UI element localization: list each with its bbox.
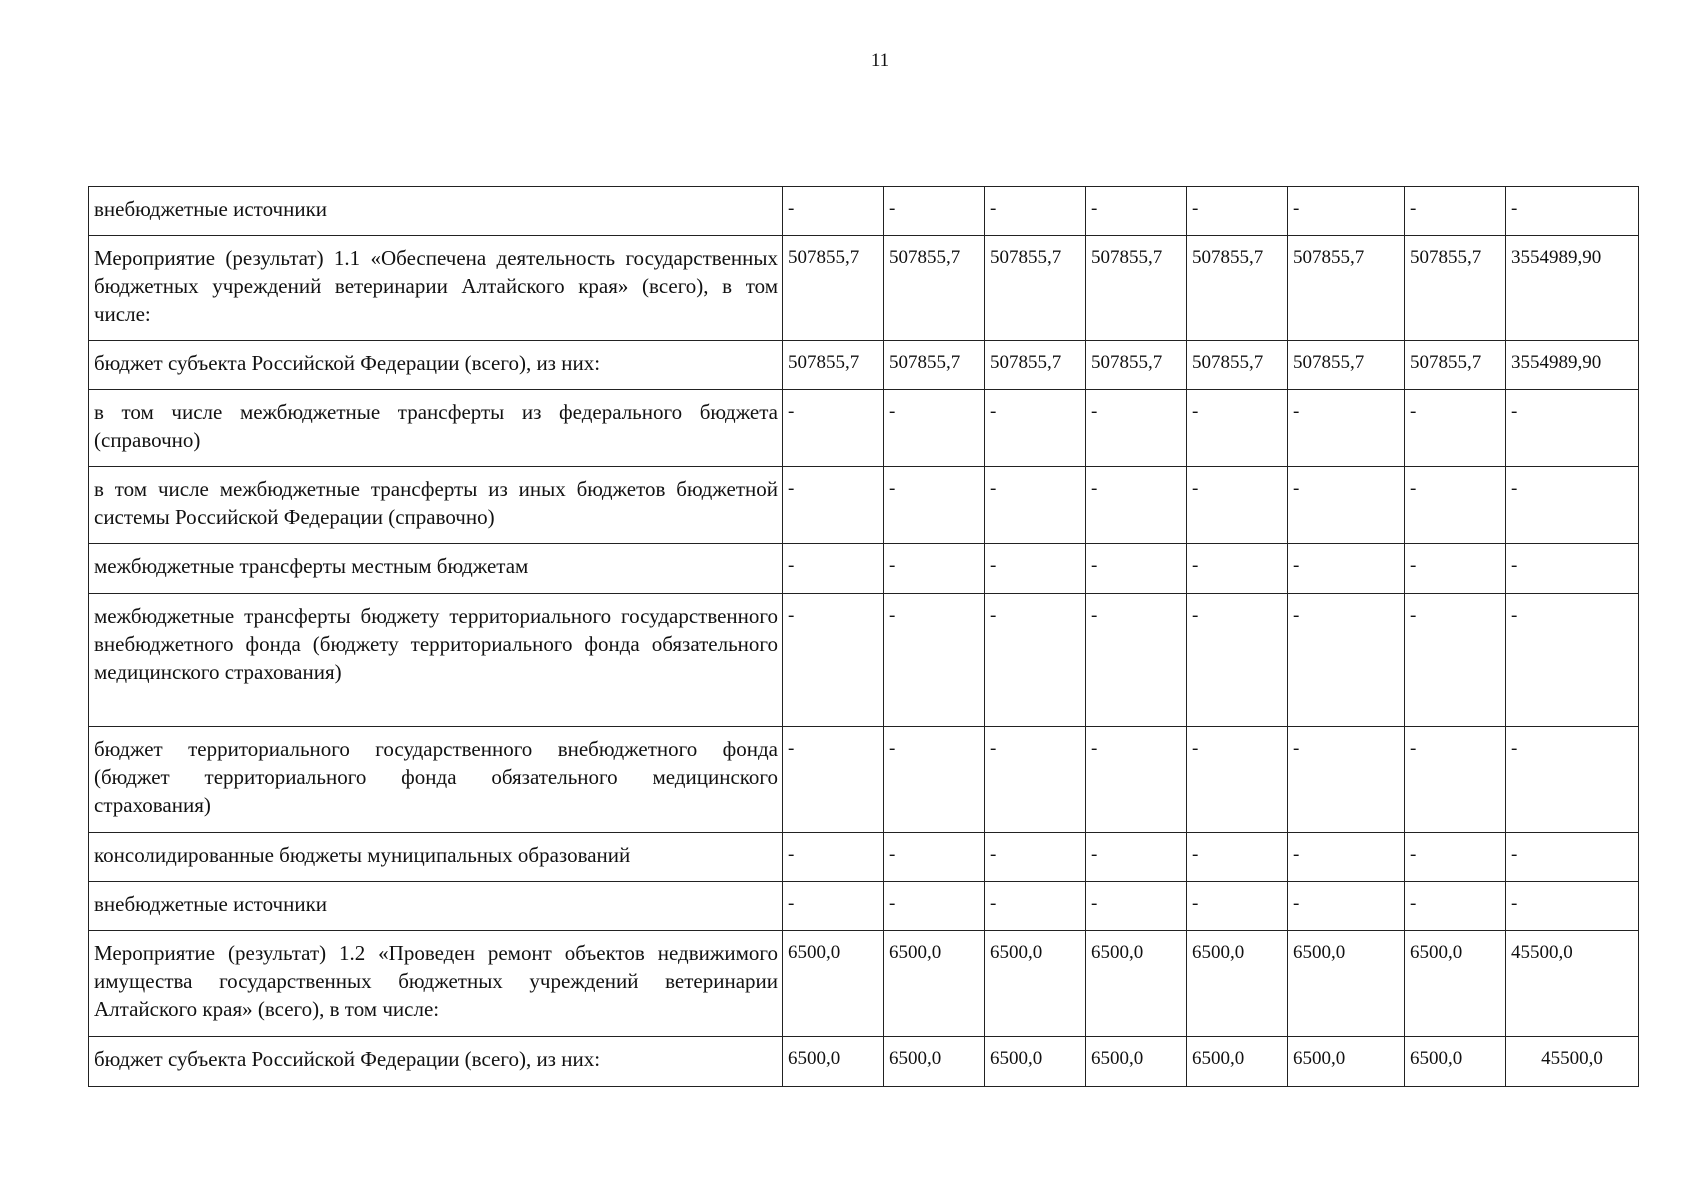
row-label: бюджет субъекта Российской Федерации (всего), из них: — [89, 1037, 783, 1087]
row-label: в том числе межбюджетные трансферты из федерального бюджета (справочно) — [89, 390, 783, 467]
value-cell: 6500,0 — [985, 931, 1086, 1037]
value-cell: - — [1506, 594, 1639, 727]
value-cell: - — [1506, 467, 1639, 544]
value-cell: - — [1506, 187, 1639, 236]
value-cell: - — [1405, 544, 1506, 594]
value-cell: - — [1506, 727, 1639, 833]
value-cell: - — [884, 594, 985, 727]
value-cell: - — [1405, 390, 1506, 467]
value-cell: 6500,0 — [783, 1037, 884, 1087]
value-cell: - — [884, 390, 985, 467]
value-cell: - — [1405, 833, 1506, 882]
page-number: 11 — [870, 50, 890, 71]
value-cell: 507855,7 — [985, 236, 1086, 341]
value-cell: - — [1187, 727, 1288, 833]
value-cell: - — [1187, 187, 1288, 236]
value-cell: - — [1405, 882, 1506, 931]
value-cell: 507855,7 — [985, 341, 1086, 390]
value-cell: - — [1086, 390, 1187, 467]
table-row — [89, 727, 1639, 833]
value-cell: 6500,0 — [783, 931, 884, 1037]
value-cell: - — [1086, 727, 1187, 833]
value-cell: - — [1405, 187, 1506, 236]
value-cell: 507855,7 — [884, 341, 985, 390]
value-cell: - — [1187, 390, 1288, 467]
value-cell: - — [985, 467, 1086, 544]
value-cell: 507855,7 — [783, 236, 884, 341]
value-cell: - — [1288, 187, 1405, 236]
value-cell: - — [884, 833, 985, 882]
table-row — [89, 341, 1639, 390]
value-cell: - — [1506, 833, 1639, 882]
row-label: Мероприятие (результат) 1.1 «Обеспечена деятельность государственных бюджетных учреждений ветеринарии Алтайского края» (всего), в том числе: — [89, 236, 783, 341]
table-row — [89, 931, 1639, 1037]
value-cell: - — [1405, 467, 1506, 544]
value-cell: 507855,7 — [783, 341, 884, 390]
value-cell: - — [985, 390, 1086, 467]
value-cell: - — [1086, 187, 1187, 236]
table-row — [89, 467, 1639, 544]
value-cell: 507855,7 — [884, 236, 985, 341]
value-cell: 3554989,90 — [1506, 236, 1639, 341]
table-body — [89, 187, 1639, 1087]
value-cell: 6500,0 — [1187, 1037, 1288, 1087]
value-cell: - — [783, 467, 884, 544]
value-cell: - — [1288, 727, 1405, 833]
row-label: межбюджетные трансферты местным бюджетам — [89, 544, 783, 594]
value-cell: - — [884, 544, 985, 594]
value-cell: 507855,7 — [1405, 236, 1506, 341]
value-cell: - — [1506, 390, 1639, 467]
value-cell: - — [884, 727, 985, 833]
value-cell: 3554989,90 — [1506, 341, 1639, 390]
value-cell: - — [1086, 594, 1187, 727]
row-label: бюджет территориального государственного внебюджетного фонда (бюджет территориального фонда обязательного медицинского страхования) — [89, 727, 783, 833]
table-row — [89, 544, 1639, 594]
table-row — [89, 882, 1639, 931]
value-cell: - — [1086, 882, 1187, 931]
row-label: внебюджетные источники — [89, 187, 783, 236]
value-cell: - — [1288, 594, 1405, 727]
value-cell: 507855,7 — [1405, 341, 1506, 390]
value-cell: - — [985, 833, 1086, 882]
row-label: внебюджетные источники — [89, 882, 783, 931]
value-cell: - — [985, 544, 1086, 594]
value-cell: - — [1086, 544, 1187, 594]
value-cell: 45500,0 — [1506, 931, 1639, 1037]
value-cell: - — [1288, 833, 1405, 882]
value-cell: - — [985, 187, 1086, 236]
value-cell: - — [1288, 390, 1405, 467]
row-label: Мероприятие (результат) 1.2 «Проведен ремонт объектов недвижимого имущества государственных бюджетных учреждений ветеринарии Алтайского края» (всего), в том числе: — [89, 931, 783, 1037]
row-label: межбюджетные трансферты бюджету территориального государственного внебюджетного фонда (бюджету территориального фонда обязательного медицинского страхования) — [89, 594, 783, 727]
value-cell: - — [985, 882, 1086, 931]
value-cell: - — [783, 544, 884, 594]
value-cell: 6500,0 — [884, 931, 985, 1037]
table-row — [89, 1037, 1639, 1087]
value-cell: - — [1288, 544, 1405, 594]
value-cell: - — [1405, 727, 1506, 833]
table-row — [89, 236, 1639, 341]
value-cell: - — [1288, 467, 1405, 544]
row-label: в том числе межбюджетные трансферты из иных бюджетов бюджетной системы Российской Федерации (справочно) — [89, 467, 783, 544]
value-cell: - — [985, 594, 1086, 727]
value-cell: 6500,0 — [1288, 931, 1405, 1037]
value-cell: 507855,7 — [1288, 341, 1405, 390]
value-cell: - — [1506, 882, 1639, 931]
table-row — [89, 594, 1639, 727]
value-cell: - — [1086, 833, 1187, 882]
value-cell: - — [783, 833, 884, 882]
row-label: консолидированные бюджеты муниципальных образований — [89, 833, 783, 882]
value-cell: - — [1187, 544, 1288, 594]
value-cell: - — [1405, 594, 1506, 727]
value-cell: 507855,7 — [1187, 341, 1288, 390]
value-cell: - — [884, 882, 985, 931]
value-cell: - — [1187, 882, 1288, 931]
value-cell: 6500,0 — [1405, 931, 1506, 1037]
value-cell: 507855,7 — [1086, 236, 1187, 341]
value-cell: 45500,0 — [1506, 1037, 1639, 1087]
value-cell: 507855,7 — [1187, 236, 1288, 341]
budget-table — [88, 186, 1639, 1087]
value-cell: 6500,0 — [1187, 931, 1288, 1037]
value-cell: 507855,7 — [1086, 341, 1187, 390]
value-cell: - — [783, 187, 884, 236]
value-cell: - — [1086, 467, 1187, 544]
value-cell: - — [1506, 544, 1639, 594]
value-cell: 6500,0 — [1288, 1037, 1405, 1087]
value-cell: - — [783, 390, 884, 467]
value-cell: - — [783, 882, 884, 931]
value-cell: 6500,0 — [884, 1037, 985, 1087]
value-cell: - — [985, 727, 1086, 833]
value-cell: 6500,0 — [985, 1037, 1086, 1087]
value-cell: - — [1187, 467, 1288, 544]
value-cell: 6500,0 — [1405, 1037, 1506, 1087]
value-cell: - — [884, 187, 985, 236]
value-cell: - — [884, 467, 985, 544]
table-row — [89, 833, 1639, 882]
value-cell: - — [1187, 594, 1288, 727]
row-label: бюджет субъекта Российской Федерации (всего), из них: — [89, 341, 783, 390]
value-cell: 6500,0 — [1086, 1037, 1187, 1087]
value-cell: 507855,7 — [1288, 236, 1405, 341]
value-cell: - — [783, 727, 884, 833]
value-cell: - — [783, 594, 884, 727]
table-row — [89, 390, 1639, 467]
value-cell: - — [1288, 882, 1405, 931]
value-cell: 6500,0 — [1086, 931, 1187, 1037]
value-cell: - — [1187, 833, 1288, 882]
table-row — [89, 187, 1639, 236]
